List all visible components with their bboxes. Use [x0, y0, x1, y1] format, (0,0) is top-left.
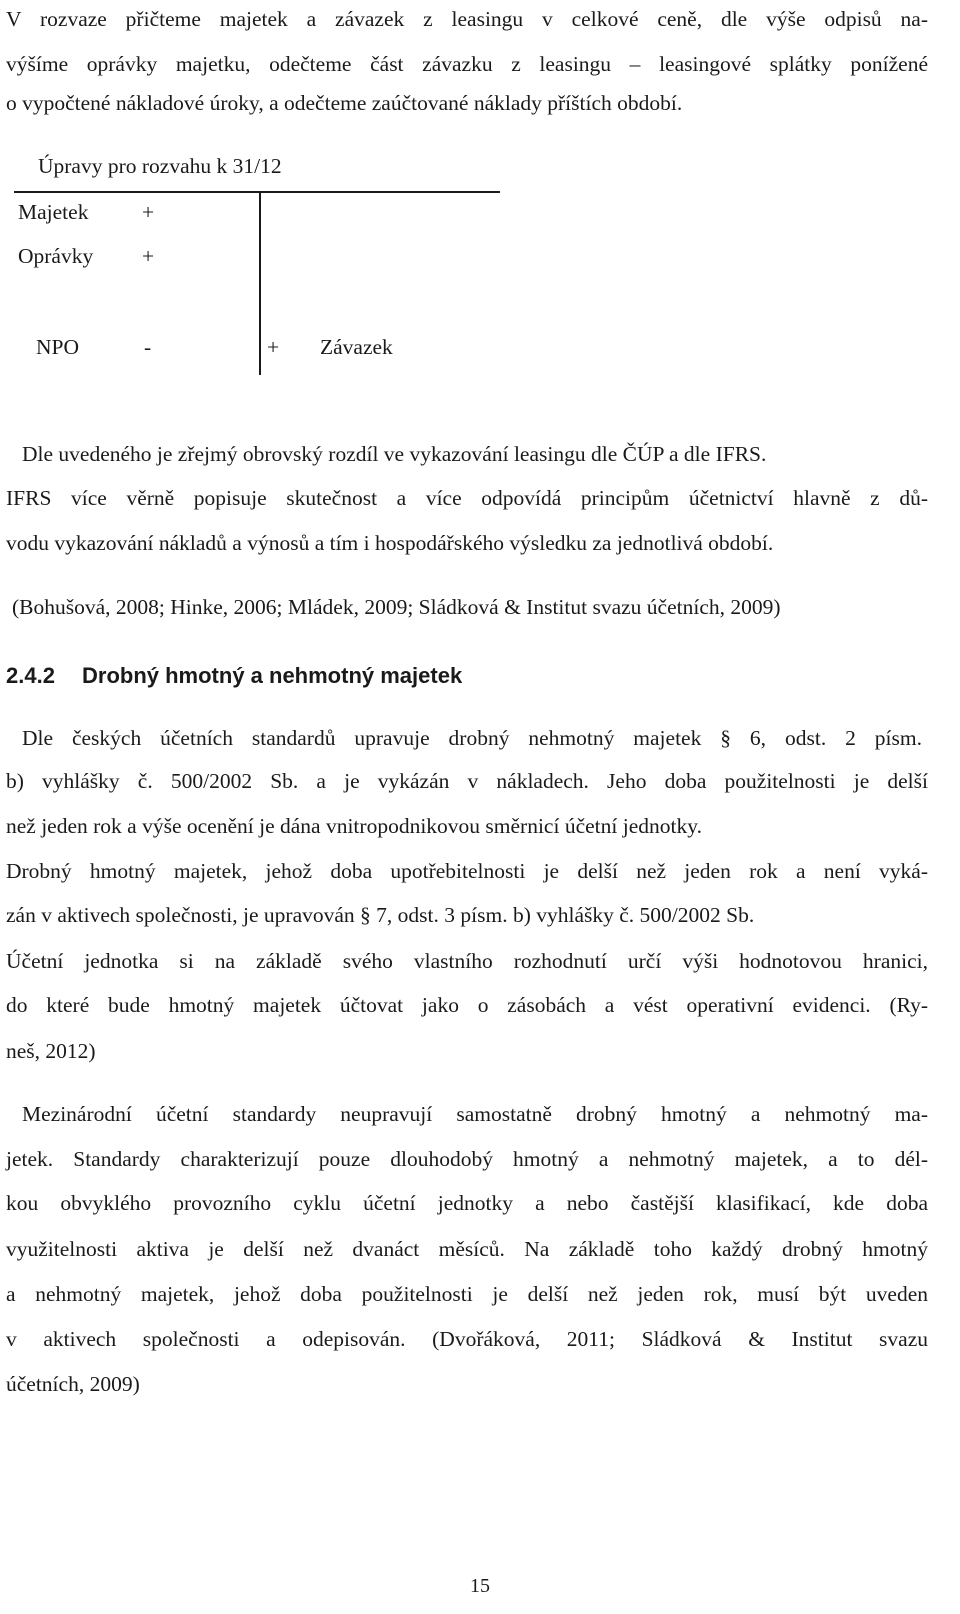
paragraph-line: do které bude hmotný majetek účtovat jako o zásobách a vést operativní evidenci. (Ry- — [6, 993, 928, 1017]
t-account-row-label: NPO — [36, 335, 80, 359]
paragraph-line: výšíme oprávky majetku, odečteme část závazku z leasingu – leasingové splátky ponížené — [6, 52, 928, 76]
paragraph-line: IFRS více věrně popisuje skutečnost a více odpovídá principům účetnictví hlavně z dů- — [6, 486, 928, 510]
paragraph-line: o vypočtené nákladové úroky, a odečteme zaúčtované náklady příštích období. — [6, 91, 683, 115]
paragraph-line: Dle uvedeného je zřejmý obrovský rozdíl ve vykazování leasingu dle ČÚP a dle IFRS. — [22, 442, 767, 466]
paragraph-line: neš, 2012) — [6, 1039, 96, 1063]
t-account-row-sign: - — [144, 335, 152, 359]
paragraph-line: účetních, 2009) — [6, 1372, 140, 1396]
paragraph-line: v aktivech společnosti a odepisován. (Dvořáková, 2011; Sládková & Institut svazu — [6, 1327, 928, 1351]
t-account-vertical-line — [259, 193, 261, 375]
paragraph-line: a nehmotný majetek, jehož doba použitelnosti je delší než jeden rok, musí být uveden — [6, 1282, 928, 1306]
paragraph-line: zán v aktivech společnosti, je upravován § 7, odst. 3 písm. b) vyhlášky č. 500/2002 Sb. — [6, 903, 755, 927]
paragraph-line: V rozvaze přičteme majetek a závazek z leasingu v celkové ceně, dle výše odpisů na- — [6, 7, 928, 31]
paragraph-line: Dle českých účetních standardů upravuje drobný nehmotný majetek § 6, odst. 2 písm. — [22, 726, 922, 750]
paragraph-line: b) vyhlášky č. 500/2002 Sb. a je vykázán v nákladech. Jeho doba použitelnosti je delší — [6, 769, 928, 793]
section-heading — [6, 661, 462, 691]
t-account-horizontal-line — [14, 191, 500, 193]
paragraph-line: využitelnosti aktiva je delší než dvanáct měsíců. Na základě toho každý drobný hmotný — [6, 1237, 928, 1261]
paragraph-line: kou obvyklého provozního cyklu účetní jednotky a nebo častější klasifikací, kde doba — [6, 1191, 928, 1215]
section-title: Drobný hmotný a nehmotný majetek — [82, 663, 463, 688]
t-account-title: Úpravy pro rozvahu k 31/12 — [38, 154, 282, 178]
section-number: 2.4.2 — [6, 663, 55, 688]
paragraph-line: Účetní jednotka si na základě svého vlastního rozhodnutí určí výši hodnotovou hranici, — [6, 949, 928, 973]
t-account-row-sign: + — [142, 200, 155, 224]
t-account-row-label: Oprávky — [18, 244, 94, 268]
t-account-row-sign: + — [142, 244, 155, 268]
paragraph-line: Mezinárodní účetní standardy neupravují samostatně drobný hmotný a nehmotný ma- — [22, 1102, 928, 1126]
t-account-right-label: Závazek — [320, 335, 393, 359]
paragraph-line: než jeden rok a výše ocenění je dána vnitropodnikovou směrnicí účetní jednotky. — [6, 814, 702, 838]
citation: (Bohušová, 2008; Hinke, 2006; Mládek, 2009; Sládková & Institut svazu účetních, 2009) — [12, 595, 781, 619]
paragraph-line: vodu vykazování nákladů a výnosů a tím i hospodářského výsledku za jednotlivá období. — [6, 531, 774, 555]
t-account-row-label: Majetek — [18, 200, 89, 224]
paragraph-line: Drobný hmotný majetek, jehož doba upotřebitelnosti je delší než jeden rok a není vyká- — [6, 859, 928, 883]
page-number: 15 — [470, 1575, 490, 1597]
paragraph-line: jetek. Standardy charakterizují pouze dlouhodobý hmotný a nehmotný majetek, a to dél- — [6, 1147, 928, 1171]
t-account-right-sign: + — [267, 335, 280, 359]
